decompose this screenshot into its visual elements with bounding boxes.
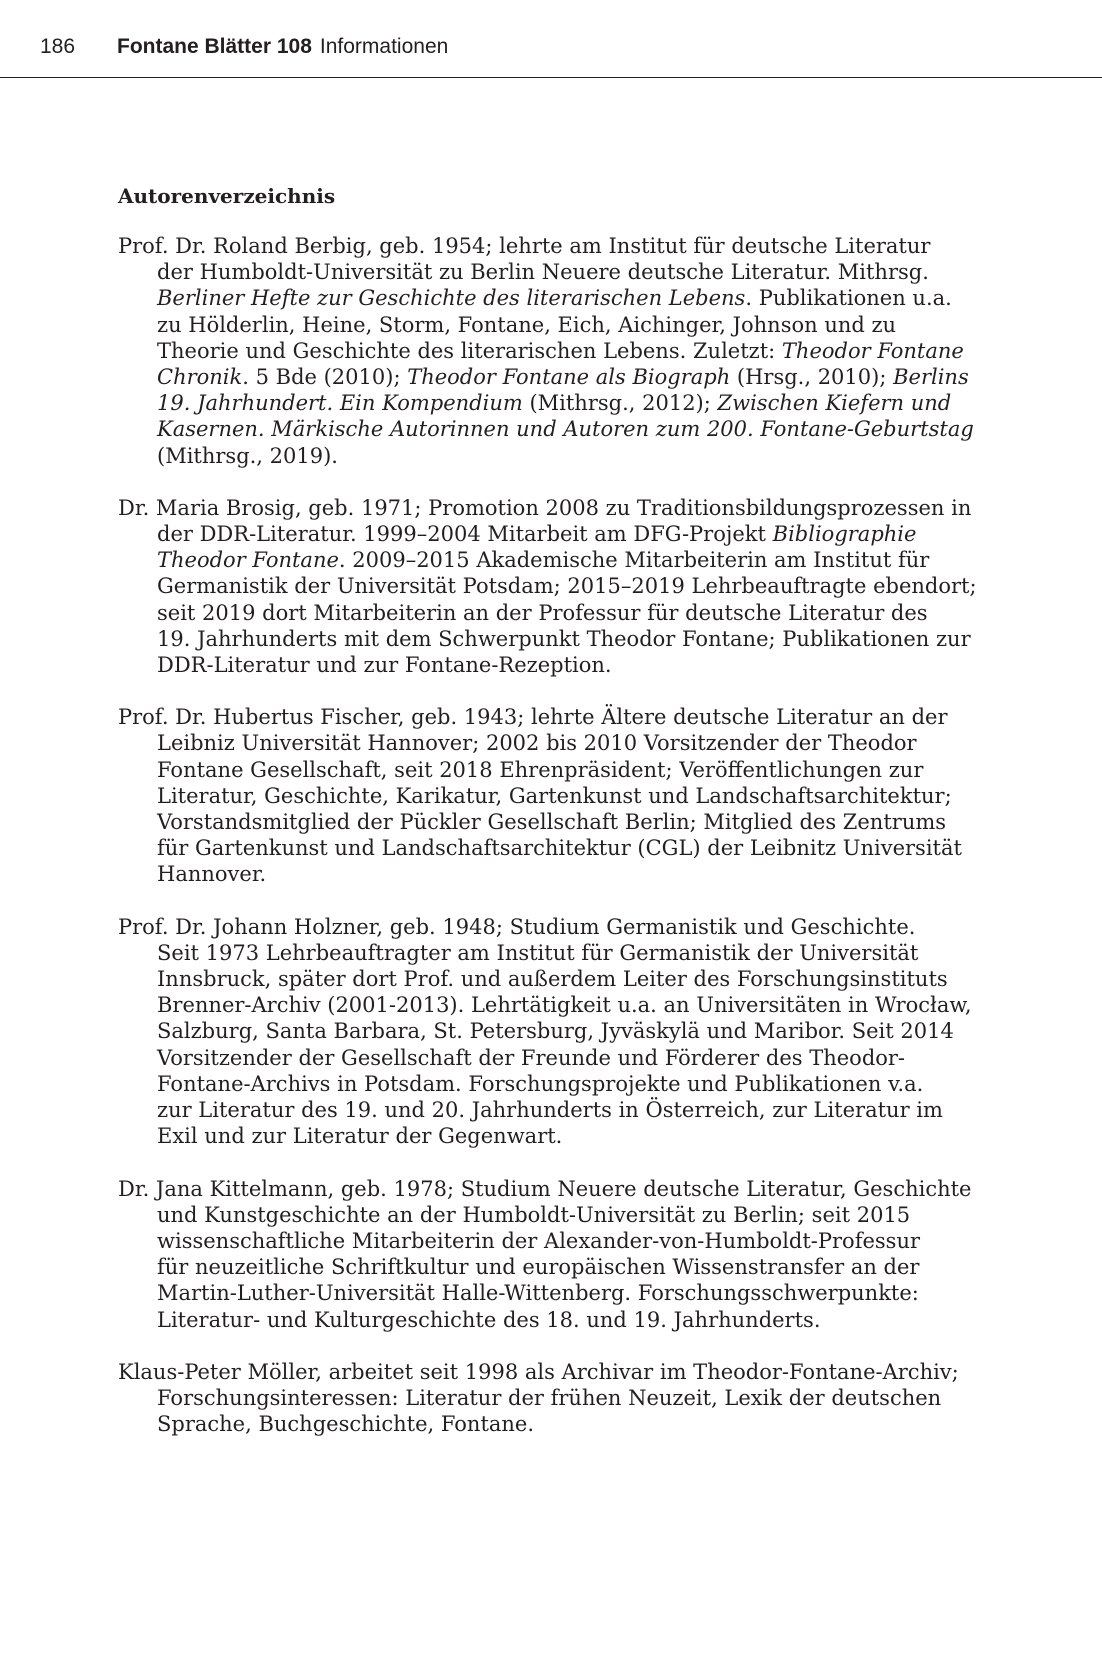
entry-line <box>118 809 988 835</box>
entry-line <box>118 783 988 809</box>
entry-text: Germanistik der Universität Potsdam; 2015–2019 Lehrbeauftragte ebendort; <box>157 574 977 599</box>
italic-title: Kasernen. Märkische Autorinnen und Autoren zum 200. Fontane-Geburtstag <box>157 417 974 442</box>
author-entry-brosig <box>118 495 988 678</box>
italic-title: Bibliographie <box>772 522 917 547</box>
entry-text: Leibniz Universität Hannover; 2002 bis 2010 Vorsitzender der Theodor <box>157 731 917 756</box>
entry-line <box>118 573 988 599</box>
italic-title: 19. Jahrhundert. Ein Kompendium <box>157 391 523 416</box>
author-entry-holzner <box>118 914 988 1150</box>
entry-text: Vorstandsmitglied der Pückler Gesellschaft Berlin; Mitglied des Zentrums <box>157 810 947 835</box>
entry-line <box>118 1307 988 1333</box>
entry-line <box>118 835 988 861</box>
entry-line <box>118 443 988 469</box>
author-entry-kittelmann <box>118 1176 988 1333</box>
entry-line <box>118 861 988 887</box>
entry-line <box>118 364 988 390</box>
entry-text: Salzburg, Santa Barbara, St. Petersburg, Jyväskylä und Maribor. Seit 2014 <box>157 1019 954 1044</box>
entry-text: Klaus-Peter Möller, arbeitet seit 1998 als Archivar im Theodor-Fontane-Archiv; <box>118 1359 959 1384</box>
running-head <box>40 34 448 60</box>
entry-text: Brenner-Archiv (2001-2013). Lehrtätigkeit u.a. an Universitäten in Wrocław, <box>157 993 972 1018</box>
entry-line <box>118 992 988 1018</box>
entry-text: Dr. Jana Kittelmann, geb. 1978; Studium Neuere deutsche Literatur, Geschichte <box>118 1176 972 1201</box>
italic-title: Chronik <box>157 365 243 390</box>
entry-line <box>118 1202 988 1228</box>
entry-text: . Publikationen u.a. <box>745 286 952 311</box>
entry-line <box>118 1097 988 1123</box>
entry-line <box>118 1176 988 1202</box>
entry-text: für Gartenkunst und Landschaftsarchitektur (CGL) der Leibnitz Universität <box>157 836 962 861</box>
entry-line <box>118 312 988 338</box>
entry-line <box>118 1411 988 1437</box>
entry-line <box>118 547 988 573</box>
entry-line <box>118 600 988 626</box>
entry-text: wissenschaftliche Mitarbeiterin der Alexander-von-Humboldt-Professur <box>157 1228 921 1253</box>
entry-text: (Hrsg., 2010); <box>730 365 894 390</box>
entry-line <box>118 1045 988 1071</box>
entry-line <box>118 914 988 940</box>
author-entry-moeller <box>118 1359 988 1438</box>
author-entry-fischer <box>118 704 988 887</box>
entry-line <box>118 704 988 730</box>
italic-title: Zwischen Kiefern und <box>717 391 952 416</box>
entry-text: Prof. Dr. Roland Berbig, geb. 1954; lehrte am Institut für deutsche Literatur <box>118 234 931 258</box>
entry-text: Fontane-Archivs in Potsdam. Forschungsprojekte und Publikationen v.a. <box>157 1071 924 1096</box>
entry-text: Martin-Luther-Universität Halle-Wittenberg. Forschungsschwerpunkte: <box>157 1281 919 1306</box>
page-number: 186 <box>40 35 76 58</box>
entry-text: Hannover. <box>157 862 267 887</box>
entry-text: der DDR-Literatur. 1999–2004 Mitarbeit am DFG-Projekt <box>157 522 773 547</box>
entry-text: Exil und zur Literatur der Gegenwart. <box>157 1124 563 1149</box>
entry-text: und Kunstgeschichte an der Humboldt-Universität zu Berlin; seit 2015 <box>157 1202 911 1227</box>
section-title: Autorenverzeichnis <box>118 184 336 208</box>
entry-line <box>118 521 988 547</box>
entry-text: . 2009–2015 Akademische Mitarbeiterin am Institut für <box>338 548 930 573</box>
entry-text: der Humboldt-Universität zu Berlin Neuere deutsche Literatur. Mithrsg. <box>157 260 929 285</box>
entry-text: Theorie und Geschichte des literarischen Lebens. Zuletzt: <box>157 338 782 363</box>
entry-text: Dr. Maria Brosig, geb. 1971; Promotion 2008 zu Traditionsbildungsprozessen in <box>118 495 972 520</box>
entry-line <box>118 1228 988 1254</box>
entry-text: Prof. Dr. Johann Holzner, geb. 1948; Studium Germanistik und Geschichte. <box>118 914 916 939</box>
entry-text: Prof. Dr. Hubertus Fischer, geb. 1943; lehrte Ältere deutsche Literatur an der <box>118 705 948 730</box>
entry-line <box>118 416 988 442</box>
italic-title: Theodor Fontane als Biograph <box>407 365 731 390</box>
entry-text: für neuzeitliche Schriftkultur und europäischen Wissenstransfer an der <box>157 1255 920 1280</box>
entry-line <box>118 1280 988 1306</box>
entry-line <box>118 1359 988 1385</box>
italic-title: Theodor Fontane <box>157 548 339 573</box>
entry-line <box>118 259 988 285</box>
journal-title: Fontane Blätter 108 <box>117 35 312 58</box>
entry-text: (Mithrsg., 2012); <box>522 391 718 416</box>
entry-line <box>118 1123 988 1149</box>
entry-text: DDR-Literatur und zur Fontane-Rezeption. <box>157 653 612 678</box>
italic-title: Theodor Fontane <box>781 338 964 363</box>
italic-title: Berlins <box>893 365 969 390</box>
entry-line <box>118 652 988 678</box>
italic-title: Berliner Hefte zur Geschichte des literarischen Lebens <box>157 286 746 311</box>
entry-text: Sprache, Buchgeschichte, Fontane. <box>157 1412 535 1437</box>
entry-text: Innsbruck, später dort Prof. und außerdem Leiter des Forschungsinstituts <box>157 967 948 992</box>
entry-line <box>118 730 988 756</box>
entry-line <box>118 966 988 992</box>
author-list <box>118 233 988 1437</box>
entry-text: Literatur, Geschichte, Karikatur, Gartenkunst und Landschaftsarchitektur; <box>157 783 952 808</box>
entry-line <box>118 338 988 364</box>
entry-text: zur Literatur des 19. und 20. Jahrhunderts in Österreich, zur Literatur im <box>157 1098 943 1123</box>
entry-text: Vorsitzender der Gesellschaft der Freunde und Förderer des Theodor- <box>157 1045 906 1070</box>
entry-line <box>118 1071 988 1097</box>
entry-line <box>118 1018 988 1044</box>
entry-text: Forschungsinteressen: Literatur der frühen Neuzeit, Lexik der deutschen <box>157 1385 942 1410</box>
entry-line <box>118 233 988 259</box>
entry-line <box>118 285 988 311</box>
entry-text: Fontane Gesellschaft, seit 2018 Ehrenpräsident; Veröffentlichungen zur <box>157 757 924 782</box>
header-rule <box>0 77 1102 78</box>
entry-text: . 5 Bde (2010); <box>242 365 408 390</box>
entry-line <box>118 390 988 416</box>
entry-text: 19. Jahrhunderts mit dem Schwerpunkt Theodor Fontane; Publikationen zur <box>157 626 971 651</box>
entry-line <box>118 1385 988 1411</box>
section-name: Informationen <box>319 35 449 58</box>
entry-text: Seit 1973 Lehrbeauftragter am Institut für Germanistik der Universität <box>157 940 919 965</box>
entry-line <box>118 757 988 783</box>
entry-line <box>118 626 988 652</box>
author-entry-berbig <box>118 233 988 469</box>
entry-line <box>118 495 988 521</box>
entry-text: Literatur- und Kulturgeschichte des 18. und 19. Jahrhunderts. <box>157 1307 821 1332</box>
entry-text: seit 2019 dort Mitarbeiterin an der Professur für deutsche Literatur des <box>157 600 928 625</box>
entry-line <box>118 1254 988 1280</box>
entry-line <box>118 940 988 966</box>
entry-text: (Mithrsg., 2019). <box>157 443 338 468</box>
page-body <box>118 183 988 1463</box>
entry-text: zu Hölderlin, Heine, Storm, Fontane, Eich, Aichinger, Johnson und zu <box>157 312 897 337</box>
